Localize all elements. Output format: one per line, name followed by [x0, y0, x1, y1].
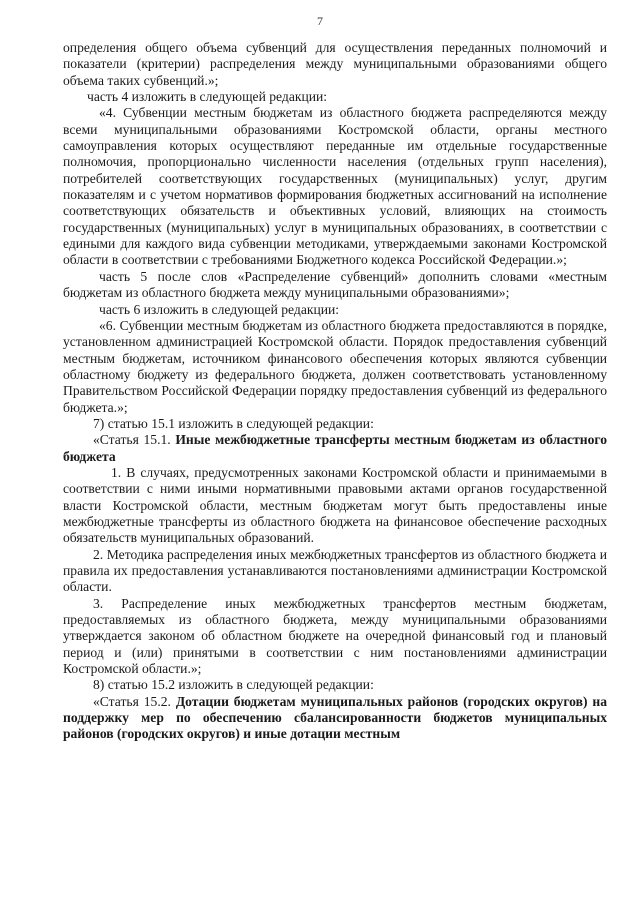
article-15-1-clause-3: 3. Распределение иных межбюджетных трансфертов местным бюджетам, предоставляемых из областного бюджета, между муниципальными образованиями утверждается законом об областном бюджете на очередной финансовый год и плановый период и (или) принятыми в соответствии с ним постановлениями администрации Костромской области.»;: [63, 595, 607, 677]
article-15-1-title: Иные межбюджетные трансферты местным бюджетам из областного бюджета: [63, 432, 608, 464]
article-15-1-clause-2: 2. Методика распределения иных межбюджетных трансфертов из областного бюджета и правила их предоставления устанавливаются постановлениями администрации Костромской области.: [63, 546, 607, 595]
paragraph-part6-intro: часть 6 изложить в следующей редакции:: [99, 301, 340, 317]
paragraph-part5-amendment: часть 5 после слов «Распределение субвенций» дополнить словами «местным бюджетам из областного бюджета между муниципальными образованиями»;: [63, 268, 607, 301]
page-number: 7: [317, 14, 323, 28]
paragraph-item8: 8) статью 15.2 изложить в следующей редакции:: [93, 677, 374, 693]
paragraph-item7: 7) статью 15.1 изложить в следующей редакции:: [93, 415, 374, 431]
article-15-2-number: «Статья 15.2.: [93, 693, 176, 709]
article-15-2-heading: [63, 694, 607, 743]
paragraph-part4-intro: часть 4 изложить в следующей редакции:: [87, 89, 328, 105]
article-15-2-title: Дотации бюджетам муниципальных районов (городских округов) на поддержку мер по обеспечению сбалансированности бюджетов муниципальных районов (городских округов) и иные дотации местным: [63, 693, 607, 742]
paragraph-subvention-criteria: определения общего объема субвенций для осуществления переданных полномочий и показатели (критерии) распределения между муниципальными образованиями общего объема таких субвенций.»;: [63, 40, 607, 88]
document-body: [63, 40, 607, 743]
article-15-1-number: «Статья 15.1.: [93, 432, 176, 448]
article-15-1-clause-1: 1. В случаях, предусмотренных законами Костромской области и принимаемыми в соответствии с ними иными нормативными правовыми актами органов государственной власти Костромской области, местным бюджетам могут быть предоставлены иные межбюджетные трансферты из областного бюджета на финансовое обеспечение расходных обязательств муниципальных образований.: [63, 464, 607, 546]
paragraph-part4-text: «4. Субвенции местным бюджетам из областного бюджета распределяются между всеми муниципальными образованиями Костромской области, органы местного самоуправления которых осуществляют переданные им отдельные государственные полномочия, пропорционально численности населения (отдельных групп населения), потребителей соответствующих государственных (муниципальных) услуг, другим показателям и с учетом нормативов формирования бюджетных ассигнований на исполнение соответствующих обязательств и объективных условий, влияющих на стоимость государственных (муниципальных) услуг в муниципальных образованиях, в соответствии с едиными для каждого вида субвенции методиками, утверждаемыми законами Костромской области в соответствии с требованиями Бюджетного кодекса Российской Федерации.»;: [63, 105, 607, 268]
paragraph-part6-text: «6. Субвенции местным бюджетам из областного бюджета предоставляются в порядке, установленном администрацией Костромской области. Порядок предоставления субвенций местным бюджетам, источником финансового обеспечения которых являются субвенции областному бюджету из федерального бюджета, должен соответствовать установленному Правительством Российской Федерации порядку предоставления субвенций из федерального бюджета.»;: [63, 317, 607, 415]
article-15-1-heading: [63, 432, 607, 465]
